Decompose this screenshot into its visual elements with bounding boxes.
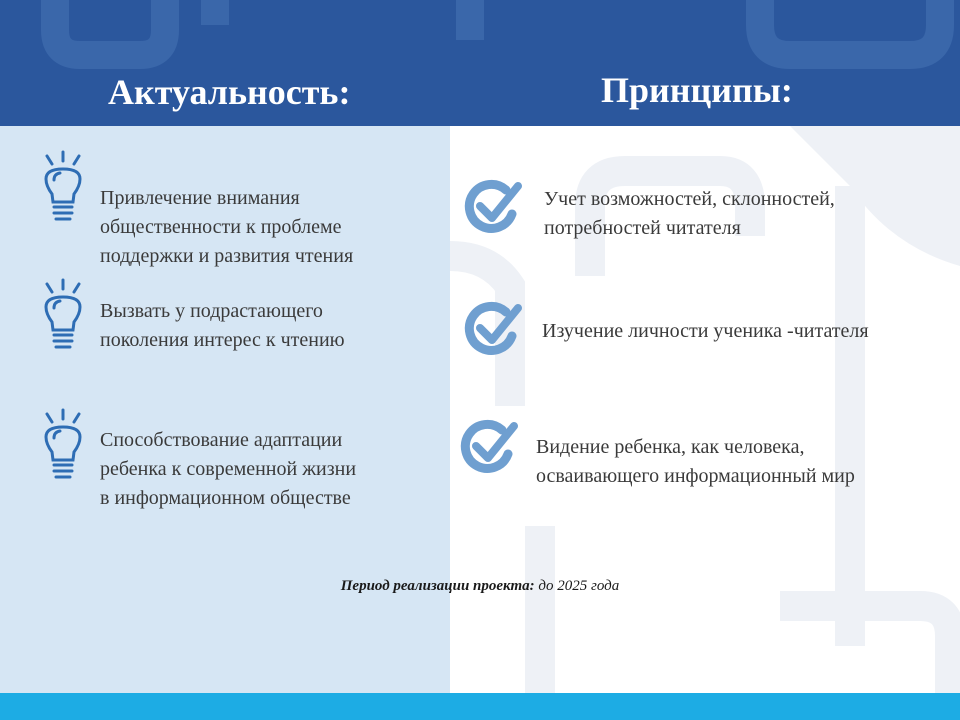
relevance-item: Способствование адаптации ребенка к современной жизни в информационном обществе: [100, 429, 357, 509]
check-icon: [462, 176, 524, 238]
project-period-label: Период реализации проекта:: [340, 578, 535, 594]
project-period-value: до 2025 года: [534, 578, 620, 594]
relevance-item: Привлечение внимания общественности к проблеме поддержки и развития чтения: [100, 187, 354, 267]
principle-item: Изучение личности ученика -читателя: [542, 320, 869, 342]
relevance-item: Вызвать у подрастающего поколения интерес к чтению: [100, 300, 345, 351]
project-period-note: [0, 578, 960, 595]
header-band: [0, 0, 960, 126]
check-icon: [458, 416, 520, 478]
check-icon: [462, 298, 524, 360]
principle-item: Видение ребенка, как человека, осваивающего информационный мир: [536, 436, 855, 487]
lightbulb-icon: [40, 408, 86, 486]
relevance-title: Актуальность:: [108, 72, 351, 112]
bottom-bar: [0, 693, 960, 720]
principle-item: Учет возможностей, склонностей, потребностей читателя: [544, 188, 835, 239]
principles-title: Принципы:: [601, 70, 793, 110]
lightbulb-icon: [40, 150, 86, 228]
lightbulb-icon: [40, 278, 86, 356]
